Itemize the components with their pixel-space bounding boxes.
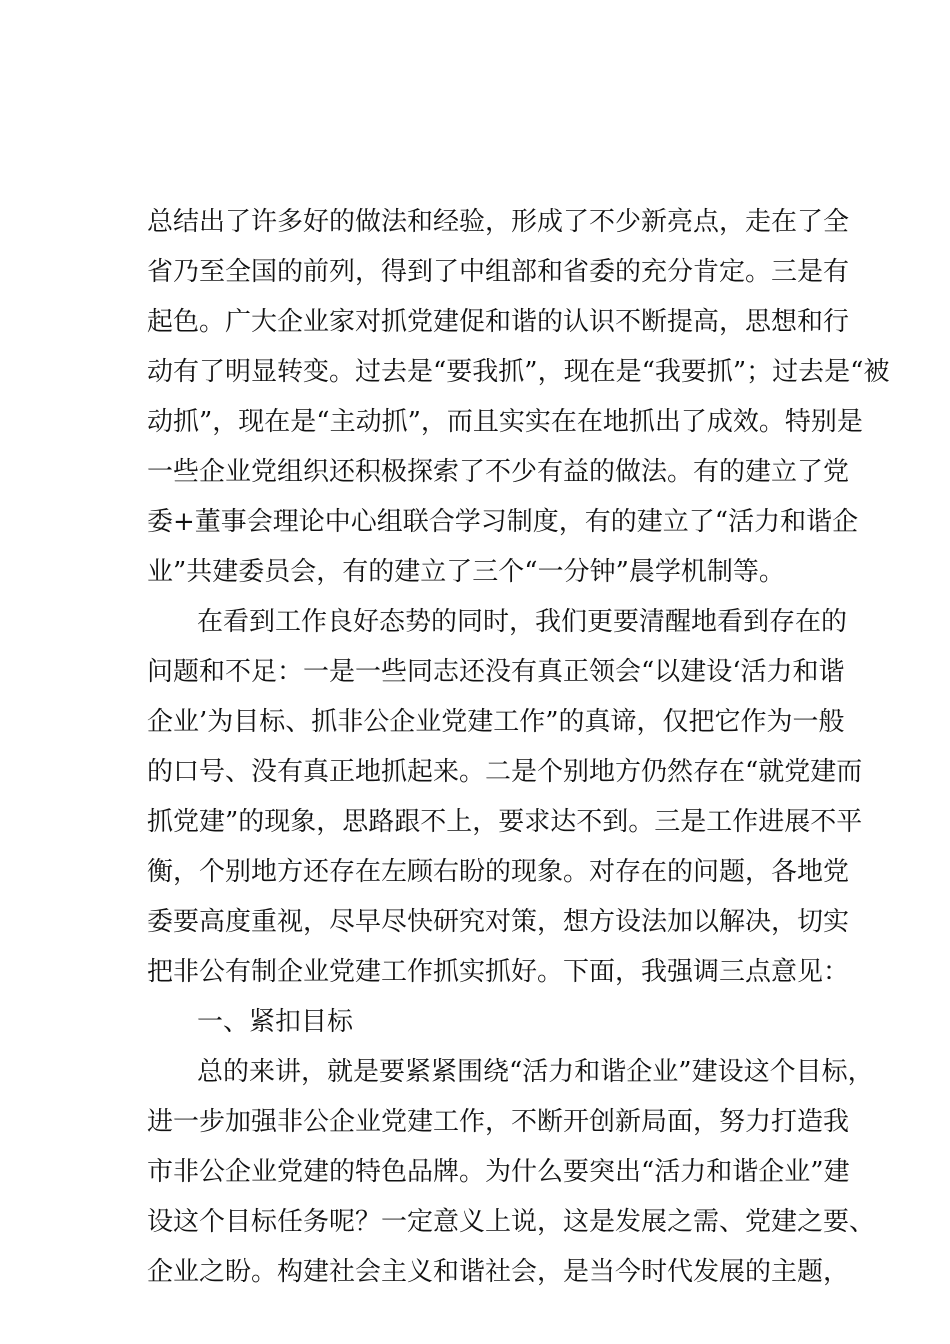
body-text-line: 起色。广大企业家对抓党建促和谐的认识不断提高，思想和行 xyxy=(147,307,850,337)
body-text-line: 抓党建”的现象，思路跟不上，要求达不到。三是工作进展不平 xyxy=(147,807,863,837)
body-text-line: 进一步加强非公企业党建工作，不断开创新局面，努力打造我 xyxy=(147,1107,850,1137)
body-text-line: 业”共建委员会，有的建立了三个“一分钟”晨学机制等。 xyxy=(147,557,785,587)
body-text-line: 动有了明显转变。过去是“要我抓”，现在是“我要抓”；过去是“被 xyxy=(147,357,890,387)
section-heading: 一、紧扣目标 xyxy=(197,1007,354,1037)
body-text-line: 动抓”，现在是“主动抓”，而且实实在在地抓出了成效。特别是 xyxy=(147,407,863,437)
body-text-line: 一些企业党组织还积极探索了不少有益的做法。有的建立了党 xyxy=(147,457,850,487)
body-text-line: 委要高度重视，尽早尽快研究对策，想方设法加以解决，切实 xyxy=(147,907,850,937)
body-text-line: 把非公有制企业党建工作抓实抓好。下面，我强调三点意见： xyxy=(147,957,850,987)
body-text-line: 企业’为目标、抓非公企业党建工作”的真谛，仅把它作为一般 xyxy=(147,707,845,737)
paragraph-first-line: 在看到工作良好态势的同时，我们更要清醒地看到存在的 xyxy=(197,607,848,637)
body-text-line: 总结出了许多好的做法和经验，形成了不少新亮点，走在了全 xyxy=(147,207,850,237)
body-text-line: 设这个目标任务呢？一定意义上说，这是发展之需、党建之要、 xyxy=(147,1207,876,1237)
body-text-line: 企业之盼。构建社会主义和谐社会，是当今时代发展的主题， xyxy=(147,1257,850,1287)
body-text-line: 的口号、没有真正地抓起来。二是个别地方仍然存在“就党建而 xyxy=(147,757,863,787)
body-text-line: 委+董事会理论中心组联合学习制度，有的建立了“活力和谐企 xyxy=(147,507,859,537)
body-text-line: 市非公企业党建的特色品牌。为什么要突出“活力和谐企业”建 xyxy=(147,1157,850,1187)
body-text-line: 省乃至全国的前列，得到了中组部和省委的充分肯定。三是有 xyxy=(147,257,850,287)
body-text-line: 衡，个别地方还存在左顾右盼的现象。对存在的问题，各地党 xyxy=(147,857,850,887)
body-text-line: 问题和不足：一是一些同志还没有真正领会“以建设‘活力和谐 xyxy=(147,657,845,687)
paragraph-first-line: 总的来讲，就是要紧紧围绕“活力和谐企业”建设这个目标， xyxy=(197,1057,874,1087)
